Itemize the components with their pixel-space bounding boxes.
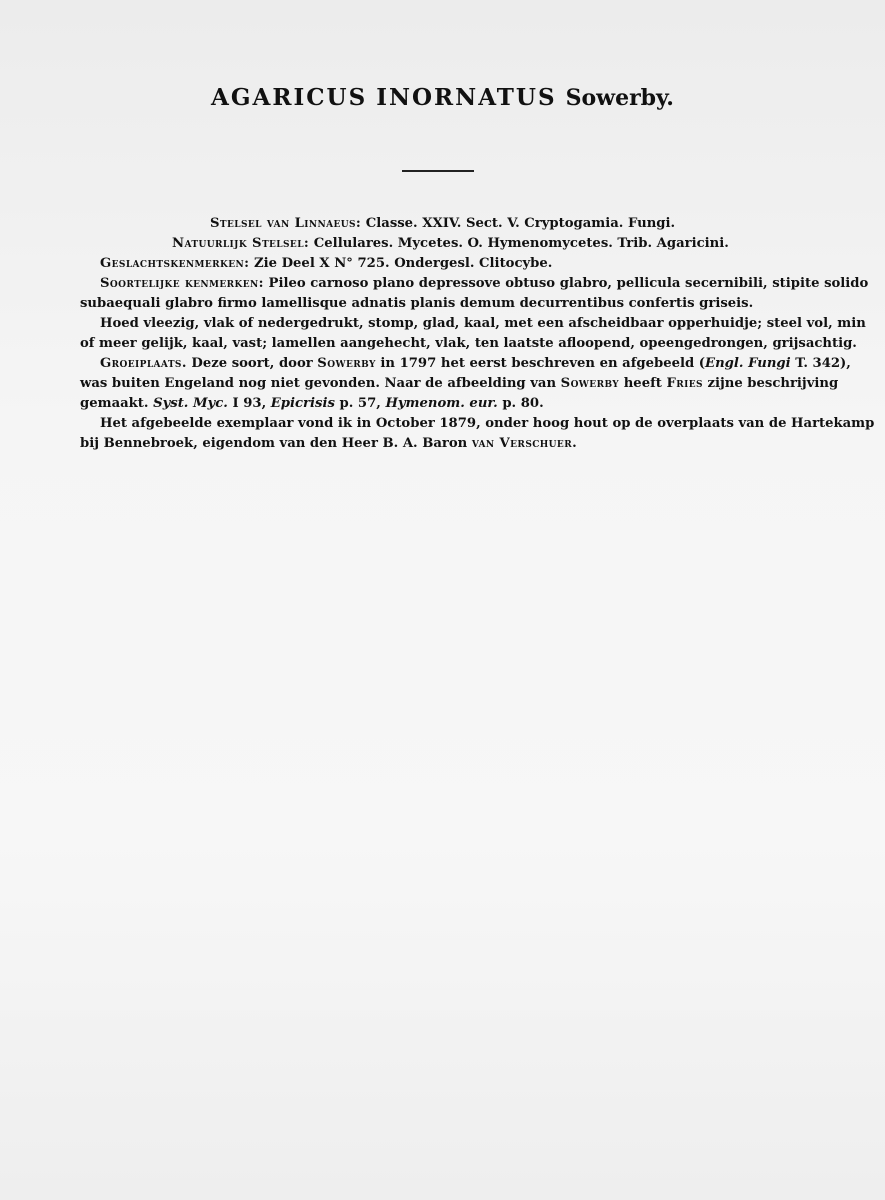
habitat-line-2 — [80, 374, 839, 394]
title-author: Sowerby. — [565, 85, 674, 111]
habitat-author-sowerby-2: Sowerby — [560, 376, 620, 391]
habitat-ref-epicrisis: Epicrisis — [270, 396, 335, 411]
habitat-text-3a: gemaakt. — [80, 396, 149, 411]
habitat-ref-engl-fungi: Engl. Fungi — [705, 356, 791, 371]
habitat-text-3b: I 93, — [232, 396, 267, 411]
linnaeus-text: Classe. XXIV. Sect. V. Cryptogamia. Fungi. — [365, 216, 676, 231]
species-chars-text-1: Pileo carnoso plano depressove obtuso glabro, pellicula secernibili, stipite solido — [268, 276, 869, 291]
natural-label: Natuurlijk Stelsel: — [172, 236, 310, 251]
linnaeus-line — [80, 214, 808, 234]
specimen-owner: van Verschuer. — [471, 436, 578, 451]
genus-chars-text: Zie Deel X N° 725. Ondergesl. Clitocybe. — [253, 256, 553, 271]
body-text — [80, 214, 875, 454]
species-chars-text-2: subaequali glabro firmo lamellisque adnatis planis demum decurrentibus confertis griseis. — [80, 296, 754, 311]
habitat-author-sowerby: Sowerby — [317, 356, 376, 371]
specimen-line-2 — [80, 434, 808, 454]
title-genus: AGARICUS — [211, 84, 368, 111]
habitat-text-1a: Deze soort, door — [191, 356, 313, 371]
habitat-text-1b: in 1797 het eerst beschreven en afgebeeld ( — [380, 356, 706, 371]
habitat-ref-syst-myc: Syst. Myc. — [153, 396, 228, 411]
habitat-author-fries: Fries — [666, 376, 703, 391]
natural-text: Cellulares. Mycetes. O. Hymenomycetes. Trib. Agaricini. — [313, 236, 729, 251]
habitat-text-3c: p. 57, — [339, 396, 381, 411]
habitat-text-2a: was buiten Engeland nog niet gevonden. Naar de afbeelding van — [80, 376, 557, 391]
specimen-line-1 — [80, 414, 875, 434]
description-line-2 — [80, 334, 857, 354]
habitat-line-1 — [80, 354, 851, 374]
habitat-text-3d: p. 80. — [502, 396, 544, 411]
specimen-text-1: Het afgebeelde exemplaar vond ik in October 1879, onder hoog hout op de overplaats van de Hartekamp — [100, 416, 875, 431]
habitat-text-1c: T. 342), — [795, 356, 851, 371]
species-chars-line-2 — [80, 294, 808, 314]
page-title — [0, 84, 885, 111]
habitat-label: Groeiplaats. — [100, 356, 187, 371]
habitat-text-2b: heeft — [623, 376, 662, 391]
title-rule — [402, 170, 474, 172]
habitat-text-2c: zijne beschrijving — [707, 376, 839, 391]
genus-chars-line — [80, 254, 808, 274]
linnaeus-label: Stelsel van Linnaeus: — [210, 216, 362, 231]
description-line-1 — [80, 314, 866, 334]
description-text-2: of meer gelijk, kaal, vast; lamellen aangehecht, vlak, ten laatste afloopend, opeengedrongen, grijsachtig. — [80, 336, 857, 351]
habitat-line-3 — [80, 394, 808, 414]
title-species: INORNATUS — [376, 84, 557, 111]
habitat-ref-hymenom: Hymenom. eur. — [385, 396, 498, 411]
natural-line — [80, 234, 808, 254]
specimen-text-2a: bij Bennebroek, eigendom van den Heer B. A. Baron — [80, 436, 468, 451]
species-chars-line-1 — [80, 274, 869, 294]
species-chars-label: Soortelijke kenmerken: — [100, 276, 264, 291]
description-text-1: Hoed vleezig, vlak of nedergedrukt, stomp, glad, kaal, met een afscheidbaar opperhuidje; steel vol, min — [100, 316, 866, 331]
genus-chars-label: Geslachtskenmerken: — [100, 256, 250, 271]
